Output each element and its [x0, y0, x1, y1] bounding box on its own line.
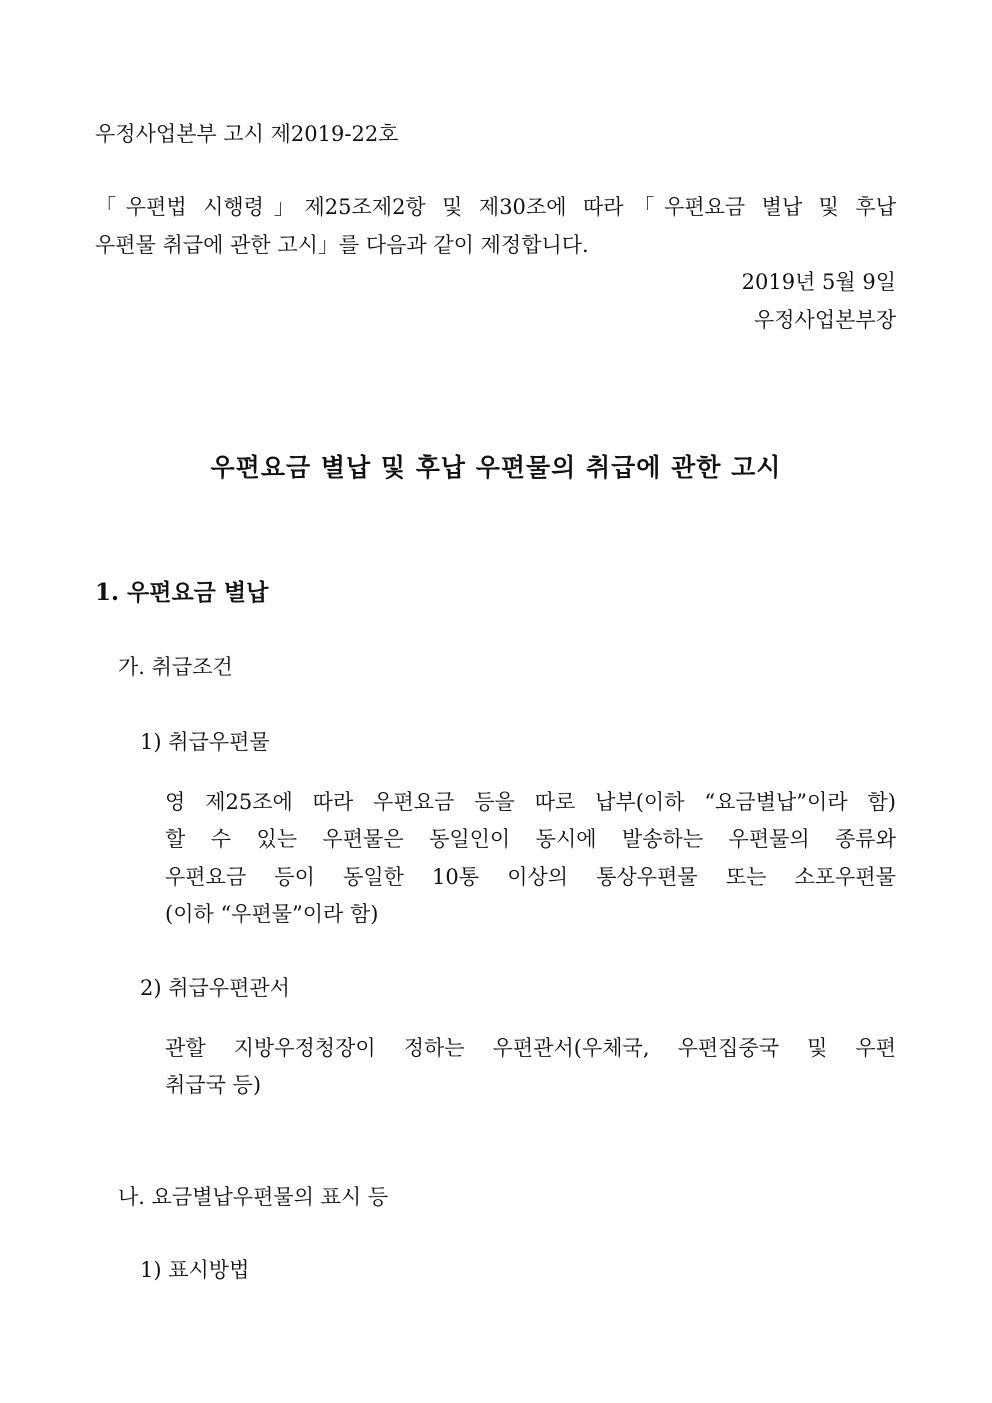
item-heading: 2) 취급우편관서: [140, 976, 290, 1000]
preamble-line-2: 우편물 취급에 관한 고시」를 다음과 같이 제정합니다.: [95, 233, 589, 257]
enactment-date: 2019년 5월 9일: [741, 270, 896, 294]
item-paragraph-line: (이하 “우편물”이라 함): [165, 902, 379, 926]
notice-number: 우정사업본부 고시 제2019-22호: [95, 122, 399, 146]
document-title: 우편요금 별납 및 후납 우편물의 취급에 관한 고시: [210, 453, 782, 482]
item-paragraph-line: 취급국 등): [165, 1073, 262, 1097]
item-paragraph-line: 할 수 있는 우편물은 동일인이 동시에 발송하는 우편물의 종류와: [165, 827, 896, 851]
item-paragraph-line: 영 제25조에 따라 우편요금 등을 따로 납부(이하 “요금별납”이라 함): [165, 790, 896, 814]
section-heading: 1. 우편요금 별납: [95, 579, 269, 606]
issuer: 우정사업본부장: [753, 308, 896, 332]
item-heading: 1) 표시방법: [140, 1258, 250, 1282]
item-heading: 1) 취급우편물: [140, 730, 270, 754]
item-paragraph-line: 우편요금 등이 동일한 10통 이상의 통상우편물 또는 소포우편물: [165, 865, 896, 889]
subsection-heading-na: 나. 요금별납우편물의 표시 등: [118, 1185, 389, 1209]
item-paragraph-line: 관할 지방우정청장이 정하는 우편관서(우체국, 우편집중국 및 우편: [165, 1036, 896, 1060]
subsection-heading-ga: 가. 취급조건: [118, 655, 233, 679]
preamble-line-1: 「우편법 시행령」제25조제2항 및 제30조에 따라「우편요금 별납 및 후납: [95, 195, 896, 219]
